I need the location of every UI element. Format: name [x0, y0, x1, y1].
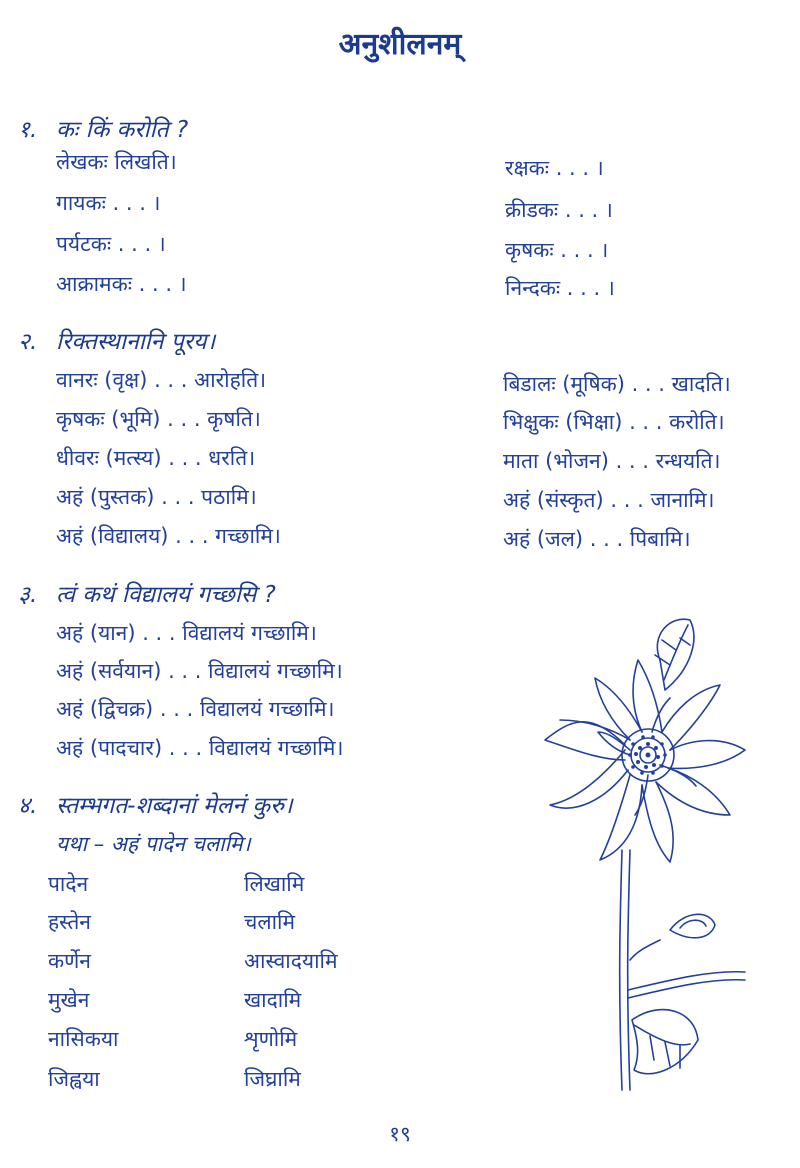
q4-col2-4: खादामि	[244, 988, 302, 1012]
page-number: १९	[389, 1122, 411, 1146]
question-1-prompt: कः किं करोति ?	[56, 117, 189, 143]
question-3-heading	[18, 577, 276, 609]
q4-col1-4: मुखेन	[48, 988, 90, 1012]
q4-col1-6: जिह्वया	[48, 1067, 100, 1091]
q4-col1-2: हस्तेन	[48, 910, 91, 934]
q2-left-4: अहं (पुस्तक) . . . पठामि।	[56, 485, 257, 509]
sunflower-illustration	[530, 600, 760, 1100]
q4-col1-5: नासिकया	[48, 1027, 119, 1051]
q1-left-2: गायकः . . . ।	[56, 191, 161, 215]
question-3-prompt: त्वं कथं विद्यालयं गच्छसि ?	[56, 582, 276, 608]
question-1-number: १.	[18, 117, 38, 143]
question-4-heading	[18, 788, 293, 820]
question-2-heading	[18, 324, 215, 356]
q3-line-1: अहं (यान) . . . विद्यालयं गच्छामि।	[56, 621, 317, 645]
q4-col2-1: लिखामि	[244, 872, 305, 896]
q2-left-3: धीवरः (मत्स्य) . . . धरति।	[56, 446, 256, 470]
q4-col2-6: जिघ्रामि	[244, 1067, 301, 1091]
q4-col2-2: चलामि	[244, 910, 296, 934]
q2-left-2: कृषकः (भूमि) . . . कृषति।	[56, 407, 261, 431]
question-4-prompt: स्तम्भगत-शब्दानां मेलनं कुरु।	[56, 793, 293, 819]
question-4-number: ४.	[18, 793, 38, 819]
q1-right-1: रक्षकः . . . ।	[505, 156, 604, 180]
q2-right-1: बिडालः (मूषिक) . . . खादति।	[503, 372, 731, 396]
q2-right-5: अहं (जल) . . . पिबामि।	[503, 527, 691, 551]
q1-right-2: क्रीडकः . . . ।	[505, 198, 613, 222]
q4-col2-3: आस्वादयामि	[244, 949, 338, 973]
q4-example: यथा – अहं पादेन चलामि।	[56, 832, 251, 856]
q1-left-4: आक्रामकः . . . ।	[56, 272, 187, 296]
q4-col1-1: पादेन	[48, 872, 89, 896]
q2-right-3: माता (भोजन) . . . रन्धयति।	[503, 449, 721, 473]
q4-col1-3: कर्णेन	[48, 949, 91, 973]
q1-left-3: पर्यटकः . . . ।	[56, 232, 166, 256]
page-title: अनुशीलनम्	[338, 27, 462, 62]
q3-line-3: अहं (द्विचक्र) . . . विद्यालयं गच्छामि।	[56, 697, 335, 721]
q2-right-2: भिक्षुकः (भिक्षा) . . . करोति।	[503, 410, 725, 434]
q1-left-1: लेखकः लिखति।	[56, 150, 177, 174]
q2-left-1: वानरः (वृक्ष) . . . आरोहति।	[56, 368, 267, 392]
q3-line-4: अहं (पादचार) . . . विद्यालयं गच्छामि।	[56, 736, 344, 760]
q2-right-4: अहं (संस्कृत) . . . जानामि।	[503, 488, 715, 512]
question-1-heading	[18, 112, 188, 144]
question-2-number: २.	[18, 329, 38, 355]
q1-right-4: निन्दकः . . . ।	[505, 276, 615, 300]
q1-right-3: कृषकः . . . ।	[505, 238, 609, 262]
q2-left-5: अहं (विद्यालय) . . . गच्छामि।	[56, 524, 281, 548]
q3-line-2: अहं (सर्वयान) . . . विद्यालयं गच्छामि।	[56, 659, 343, 683]
question-2-prompt: रिक्तस्थानानि पूरय।	[56, 329, 216, 355]
question-3-number: ३.	[18, 582, 38, 608]
q4-col2-5: शृणोमि	[244, 1027, 298, 1051]
